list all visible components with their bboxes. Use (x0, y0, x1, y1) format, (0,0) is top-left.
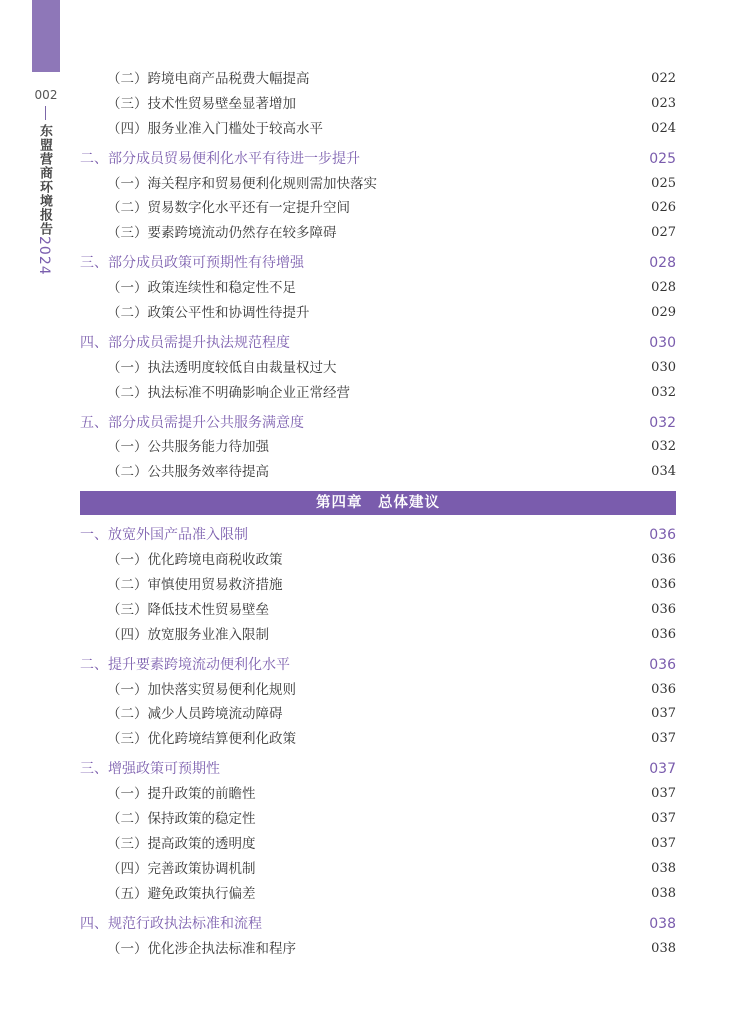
toc-section-title: 二、部分成员贸易便利化水平有待进一步提升 (80, 150, 360, 167)
toc-section-title: 四、规范行政执法标准和流程 (80, 915, 262, 932)
toc-section-title: 三、增强政策可预期性 (80, 761, 220, 778)
toc-entry[interactable] (80, 435, 676, 460)
toc-entry-title: （一）提升政策的前瞻性 (107, 786, 256, 803)
toc-section-title: 二、提升要素跨境流动便利化水平 (80, 656, 290, 673)
toc-entry-title: （二）公共服务效率待提高 (107, 464, 269, 481)
toc-section-page: 038 (649, 915, 676, 932)
toc-entry-page: 025 (651, 175, 676, 191)
toc-section[interactable] (80, 331, 676, 356)
toc-entry[interactable] (80, 832, 676, 857)
toc-entry-title: （三）提高政策的透明度 (107, 835, 256, 852)
toc-entry-page: 032 (651, 384, 676, 400)
toc-entry-title: （一）优化跨境电商税收政策 (107, 552, 283, 569)
toc-entry-title: （二）政策公平性和协调性待提升 (107, 305, 310, 322)
toc-entry[interactable] (80, 782, 676, 807)
toc-entry-title: （三）降低技术性贸易壁垒 (107, 601, 269, 618)
toc-section-title: 五、部分成员需提升公共服务满意度 (80, 414, 304, 431)
toc-entry[interactable] (80, 623, 676, 648)
table-of-contents (80, 67, 676, 961)
toc-section[interactable] (80, 757, 676, 782)
toc-entry-page: 023 (651, 95, 676, 111)
toc-entry[interactable] (80, 678, 676, 703)
toc-section-page: 030 (649, 334, 676, 351)
toc-section-title: 四、部分成员需提升执法规范程度 (80, 334, 290, 351)
toc-section[interactable] (80, 653, 676, 678)
toc-entry[interactable] (80, 857, 676, 882)
toc-section[interactable] (80, 912, 676, 937)
toc-entry[interactable] (80, 573, 676, 598)
toc-entry-title: （一）海关程序和贸易便利化规则需加快落实 (107, 175, 377, 192)
toc-entry[interactable] (80, 548, 676, 573)
toc-entry-title: （二）减少人员跨境流动障碍 (107, 706, 283, 723)
toc-section-title: 三、部分成员政策可预期性有待增强 (80, 255, 304, 272)
toc-entry[interactable] (80, 460, 676, 485)
toc-entry-page: 037 (651, 786, 676, 802)
toc-entry-title: （四）服务业准入门槛处于较高水平 (107, 120, 323, 137)
toc-entry-title: （三）技术性贸易壁垒显著增加 (107, 95, 296, 112)
toc-entry-title: （一）优化涉企执法标准和程序 (107, 940, 296, 957)
toc-entry-title: （一）加快落实贸易便利化规则 (107, 681, 296, 698)
toc-entry-page: 037 (651, 811, 676, 827)
toc-section-page: 036 (649, 527, 676, 544)
toc-entry-title: （一）政策连续性和稳定性不足 (107, 280, 296, 297)
toc-entry[interactable] (80, 117, 676, 142)
toc-entry-page: 037 (651, 835, 676, 851)
toc-entry[interactable] (80, 92, 676, 117)
toc-section-page: 028 (649, 255, 676, 272)
side-report-title (38, 124, 54, 276)
toc-entry-page: 024 (651, 120, 676, 136)
toc-entry[interactable] (80, 937, 676, 962)
toc-entry-page: 036 (651, 601, 676, 617)
side-divider (45, 106, 46, 120)
toc-entry-title: （四）完善政策协调机制 (107, 860, 256, 877)
toc-entry[interactable] (80, 727, 676, 752)
toc-entry[interactable] (80, 807, 676, 832)
toc-entry[interactable] (80, 276, 676, 301)
toc-entry-title: （五）避免政策执行偏差 (107, 885, 256, 902)
toc-entry-title: （二）贸易数字化水平还有一定提升空间 (107, 200, 350, 217)
toc-entry[interactable] (80, 882, 676, 907)
toc-entry-page: 038 (651, 885, 676, 901)
toc-entry-page: 038 (651, 860, 676, 876)
toc-entry-page: 036 (651, 626, 676, 642)
toc-entry-page: 036 (651, 552, 676, 568)
toc-entry-page: 026 (651, 200, 676, 216)
toc-section-page: 025 (649, 150, 676, 167)
toc-entry-title: （四）放宽服务业准入限制 (107, 626, 269, 643)
toc-entry-page: 036 (651, 577, 676, 593)
toc-section-page: 032 (649, 414, 676, 431)
toc-entry[interactable] (80, 356, 676, 381)
toc-entry-page: 034 (651, 464, 676, 480)
toc-entry[interactable] (80, 67, 676, 92)
toc-entry[interactable] (80, 381, 676, 406)
toc-entry-title: （三）要素跨境流动仍然存在较多障碍 (107, 225, 337, 242)
report-title-text: 东盟营商环境报告 (37, 124, 52, 236)
toc-entry-title: （二）跨境电商产品税费大幅提高 (107, 71, 310, 87)
toc-entry[interactable] (80, 221, 676, 246)
toc-entry-page: 037 (651, 706, 676, 722)
toc-entry-title: （三）优化跨境结算便利化政策 (107, 731, 296, 748)
toc-section[interactable] (80, 523, 676, 548)
chapter-banner[interactable]: 第四章 总体建议 (80, 491, 676, 515)
toc-entry-page: 030 (651, 359, 676, 375)
toc-entry-page: 028 (651, 280, 676, 296)
toc-section[interactable] (80, 147, 676, 172)
toc-entry-page: 029 (651, 305, 676, 321)
toc-section[interactable] (80, 251, 676, 276)
toc-entry-title: （一）公共服务能力待加强 (107, 439, 269, 456)
toc-section-page: 037 (649, 761, 676, 778)
toc-entry-page: 027 (651, 225, 676, 241)
toc-entry-page: 022 (651, 71, 676, 86)
toc-section-title: 一、放宽外国产品准入限制 (80, 527, 248, 544)
page-number: 002 (34, 88, 58, 102)
report-year: 2024 (36, 236, 52, 276)
toc-entry-title: （一）执法透明度较低自由裁量权过大 (107, 359, 337, 376)
toc-entry[interactable] (80, 598, 676, 623)
toc-entry[interactable] (80, 172, 676, 197)
toc-section-page: 036 (649, 656, 676, 673)
toc-entry[interactable] (80, 702, 676, 727)
toc-entry[interactable] (80, 196, 676, 221)
toc-entry-page: 038 (651, 940, 676, 956)
toc-entry-title: （二）执法标准不明确影响企业正常经营 (107, 384, 350, 401)
toc-entry[interactable] (80, 301, 676, 326)
side-color-bar (32, 0, 60, 72)
toc-entry-title: （二）保持政策的稳定性 (107, 811, 256, 828)
toc-entry-title: （二）审慎使用贸易救济措施 (107, 577, 283, 594)
toc-entry-page: 032 (651, 439, 676, 455)
toc-section[interactable] (80, 411, 676, 436)
toc-entry-page: 037 (651, 731, 676, 747)
toc-entry-page: 036 (651, 681, 676, 697)
